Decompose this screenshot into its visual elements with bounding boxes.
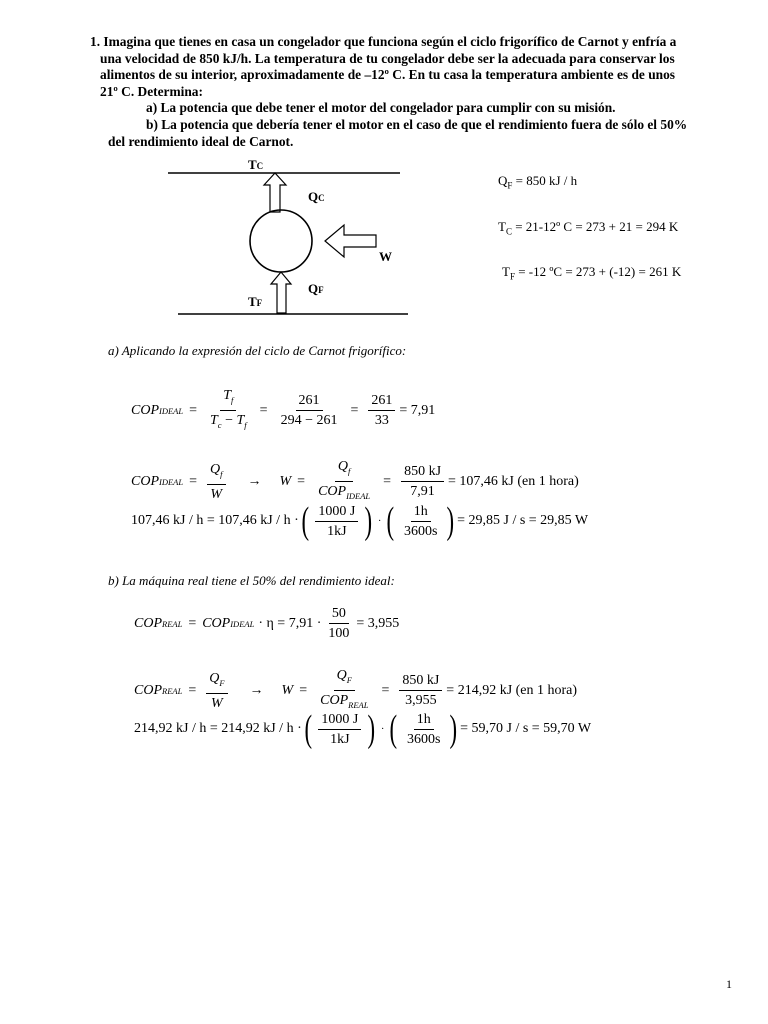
section-b-title: b) La máquina real tiene el 50% del rendimiento ideal: — [108, 573, 395, 588]
fraction-j-per-kj: $\frac{1000 J}{1kJ}$ — [315, 503, 358, 540]
fraction-h-per-s-b: $\frac{1h}{3600s}$ — [407, 711, 441, 747]
fraction-50-over-100: $\frac{50}{100}$ — [328, 606, 350, 641]
fraction-h-per-s: $\frac{1h}{3600s}$ — [404, 503, 438, 539]
eq-work-real: COP REAL = $\frac{Q_F}{W}$ → W = $\frac{Q_F}{COP_{REAL}}$ = $\frac{850 kJ}{3,955}$ = 214,92 kJ (en 1 hora) — [134, 667, 577, 714]
carnot-diagram — [160, 155, 420, 325]
given-tf: $T_F = -12$ ºC = 273 + (-12) = 261 K — [502, 264, 682, 282]
work-arrow — [325, 225, 376, 257]
fraction-j-per-kj-b: $\frac{1000 J}{1kJ}$ — [318, 711, 361, 748]
problem-line-4: 21º C. Determina: — [100, 83, 203, 99]
tf-label: TF — [248, 294, 263, 309]
fraction-qf-over-cop: $\frac{Q_f}{COP_{IDEAL}}$ — [318, 459, 371, 501]
given-qf: $Q_F = 850$ kJ / h — [498, 173, 578, 191]
fraction-tf-over-diff: $\frac{T_f}{T_c - T_f}$ — [210, 388, 247, 430]
machine-circle — [250, 210, 312, 272]
question-a: a) La potencia que debe tener el motor del congelador para cumplir con su misión. — [146, 100, 616, 116]
eq-cop-real: COP REAL = COP IDEAL · η = 7,91 · $\frac{50}{100}$ = 3,955 — [134, 606, 400, 641]
eq-cop-ideal: COP IDEAL = $\frac{T_f}{T_c - T_f}$ = $\frac{261}{294 - 261}$ = $\frac{261}{33}$ = 7,91 — [131, 387, 435, 434]
fraction-qf-over-w: $\frac{Q_f}{W}$ — [207, 461, 226, 503]
problem-line-2: una velocidad de 850 kJ/h. La temperatura de tu congelador debe ser la adecuada para conservar los — [100, 50, 675, 66]
problem-statement — [90, 34, 732, 150]
fraction-850-over-cop-real: $\frac{850 kJ}{3,955}$ — [399, 672, 442, 709]
qc-label: QC — [308, 189, 325, 204]
eq-power-real: 214,92 kJ / h = 214,92 kJ / h · ( $\frac{1000 J}{1kJ}$ ) · ( $\frac{1h}{3600s}$ ) = 59,70 J / s = 59,70 W — [134, 708, 592, 750]
eq-work-ideal: COP IDEAL = $\frac{Q_f}{W}$ → W = $\frac{Q_f}{COP_{IDEAL}}$ = $\frac{850 kJ}{7,91}$ = 107,46 kJ (en 1 hora) — [131, 458, 579, 505]
w-label: W — [379, 249, 392, 264]
qf-label: QF — [308, 281, 324, 296]
given-tc: $T_C$ = 21-12º C = 273 + 21 = 294 K — [498, 219, 679, 237]
fraction-numeric-1: $\frac{261}{294 - 261}$ — [280, 393, 338, 428]
section-a-title: a) Aplicando la expresión del ciclo de Carnot frigorífico: — [108, 343, 407, 358]
fraction-850-over-cop: $\frac{850 kJ}{7,91}$ — [401, 463, 444, 500]
question-b-cont: del rendimiento ideal de Carnot. — [108, 133, 294, 149]
tc-label: TC — [248, 157, 264, 172]
question-b: b) La potencia que debería tener el motor en el caso de que el rendimiento fuera de sólo el 50% — [146, 116, 688, 132]
qf-arrow — [271, 272, 291, 313]
page-number: 1 — [726, 977, 732, 991]
problem-line-1: 1. Imagina que tienes en casa un congelador que funciona según el ciclo frigorífico de Carnot y enfría a — [90, 34, 677, 49]
eq-power-ideal: 107,46 kJ / h = 107,46 kJ / h · ( $\frac{1000 J}{1kJ}$ ) · ( $\frac{1h}{3600s}$ ) = 29,85 J / s = 29,85 W — [131, 500, 589, 542]
fraction-qf-over-cop-real: $\frac{Q_F}{COP_{REAL}}$ — [320, 668, 369, 710]
fraction-qf-over-w-real: $\frac{Q_F}{W}$ — [206, 670, 227, 712]
qc-arrow — [264, 173, 286, 212]
diagram-drawing — [160, 155, 420, 325]
fraction-numeric-2: $\frac{261}{33}$ — [368, 392, 395, 429]
problem-line-3: alimentos de su interior, aproximadamente de –12º C. En tu casa la temperatura ambiente es de unos — [100, 67, 675, 83]
